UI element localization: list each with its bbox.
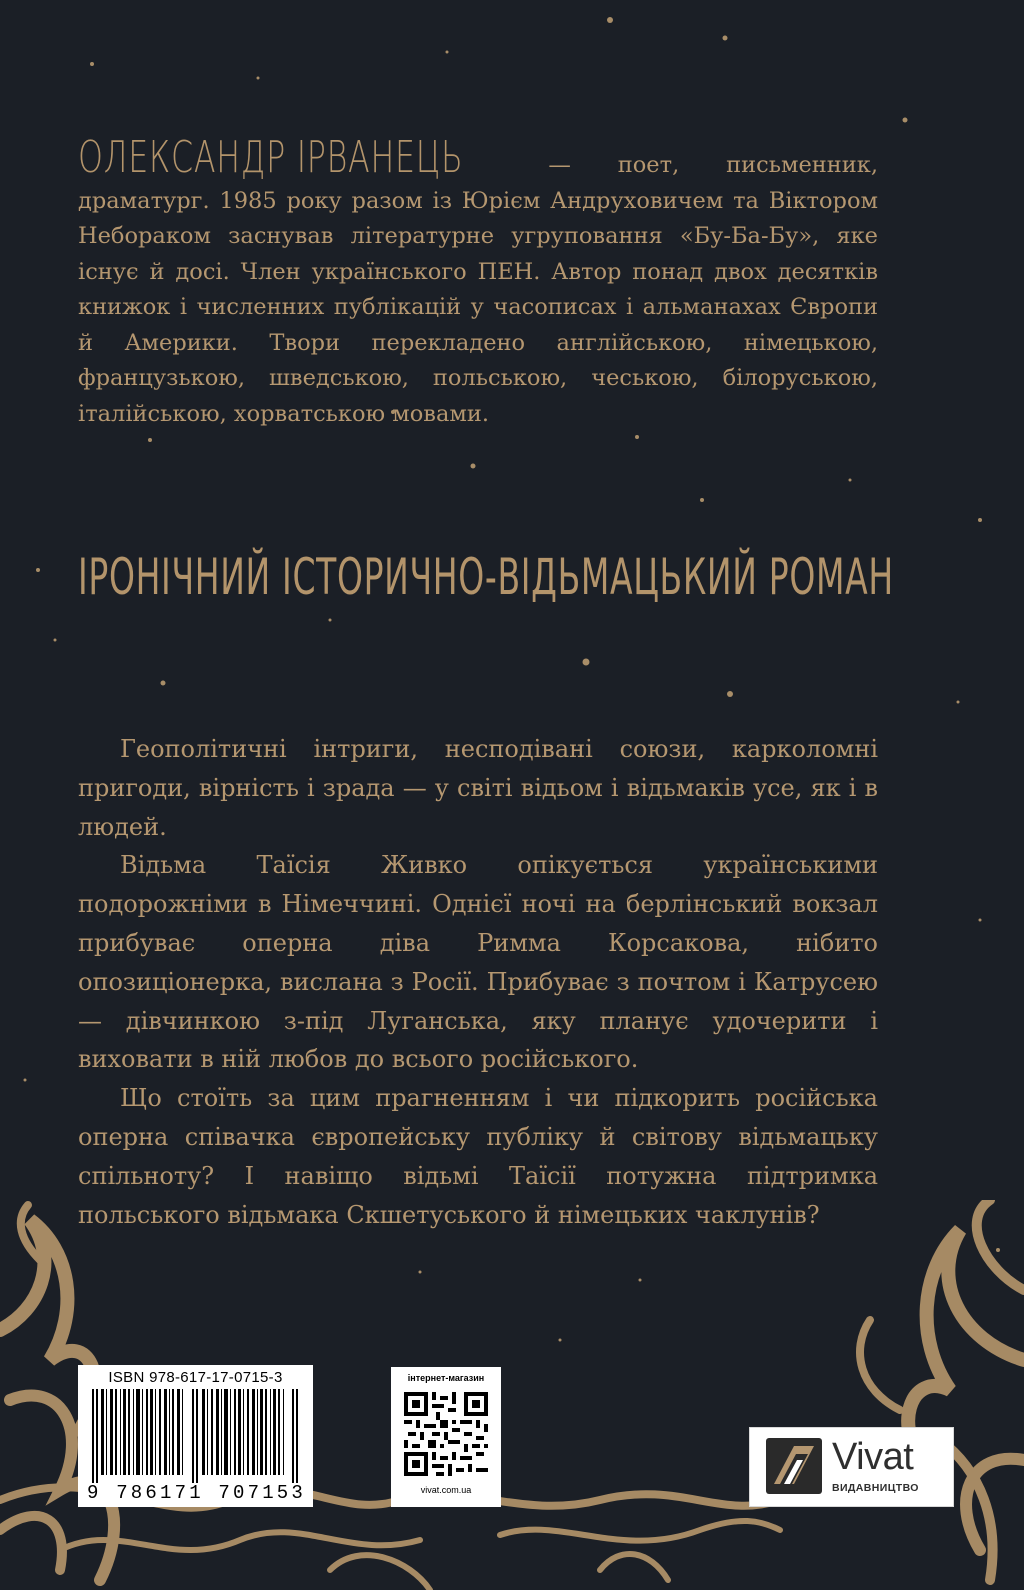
qr-code-icon bbox=[404, 1392, 488, 1476]
publisher-logo bbox=[749, 1427, 954, 1507]
book-annotation bbox=[78, 730, 878, 1234]
qr-code-label bbox=[391, 1367, 501, 1507]
annotation-paragraph: Що стоїть за цим прагненням і чи підкорить російська оперна співачка європейську публіку й світову відьмацьку спільноту? І навіщо відьмі Таїсії потужна підтримка польського відьмака Скшетуського й німецьких чаклунів? bbox=[78, 1084, 878, 1229]
quill-logo-icon bbox=[766, 1438, 822, 1494]
book-genre-subtitle: ІРОНІЧНИЙ ІСТОРИЧНО-ВІДЬМАЦЬКИЙ РОМАН bbox=[78, 548, 894, 606]
author-bio-block bbox=[78, 132, 878, 432]
publisher-name: Vivat bbox=[832, 1436, 914, 1478]
isbn-barcode-label bbox=[78, 1365, 313, 1507]
publisher-subtitle: ВИДАВНИЦТВО bbox=[832, 1482, 919, 1494]
annotation-paragraph: Геополітичні інтриги, несподівані союзи, карколомні пригоди, вірність і зрада — у світі відьом і відьмаків усе, як і в людей. bbox=[78, 735, 878, 841]
qr-url: vivat.com.ua bbox=[420, 1485, 472, 1495]
barcode-digits: 9 786171 707153 bbox=[86, 1482, 307, 1504]
author-bio: — поет, письменник, драматург. 1985 року разом із Юрієм Андруховичем та Віктором Небораком заснував літературне угруповання «Бу-Ба-Бу», яке існує й досі. Член українського ПЕН. Автор понад двох десятків книжок і численних публікацій у часописах і альманахах Європи й Америки. Твори перекладено англійською, німецькою, французькою, шведською, польською, чеською, білоруською, італійською, хорватською мовами. bbox=[78, 152, 878, 427]
qr-caption: інтернет-магазин bbox=[407, 1373, 485, 1383]
annotation-paragraph: Відьма Таїсія Живко опікується українськими подорожніми в Німеччині. Однієї ночі на берлінський вокзал прибуває оперна діва Римма Корсакова, нібито опозиціонерка, вислана з Росії. Прибуває з почтом і Катрусею — дівчинкою з-під Луганська, яку планує удочерити і виховати в ній любов до всього російського. bbox=[78, 851, 878, 1074]
barcode-icon bbox=[92, 1389, 300, 1483]
author-name: ОЛЕКСАНДР ІРВАНЕЦЬ bbox=[78, 132, 464, 183]
isbn-number: ISBN 978-617-17-0715-3 bbox=[108, 1369, 283, 1386]
